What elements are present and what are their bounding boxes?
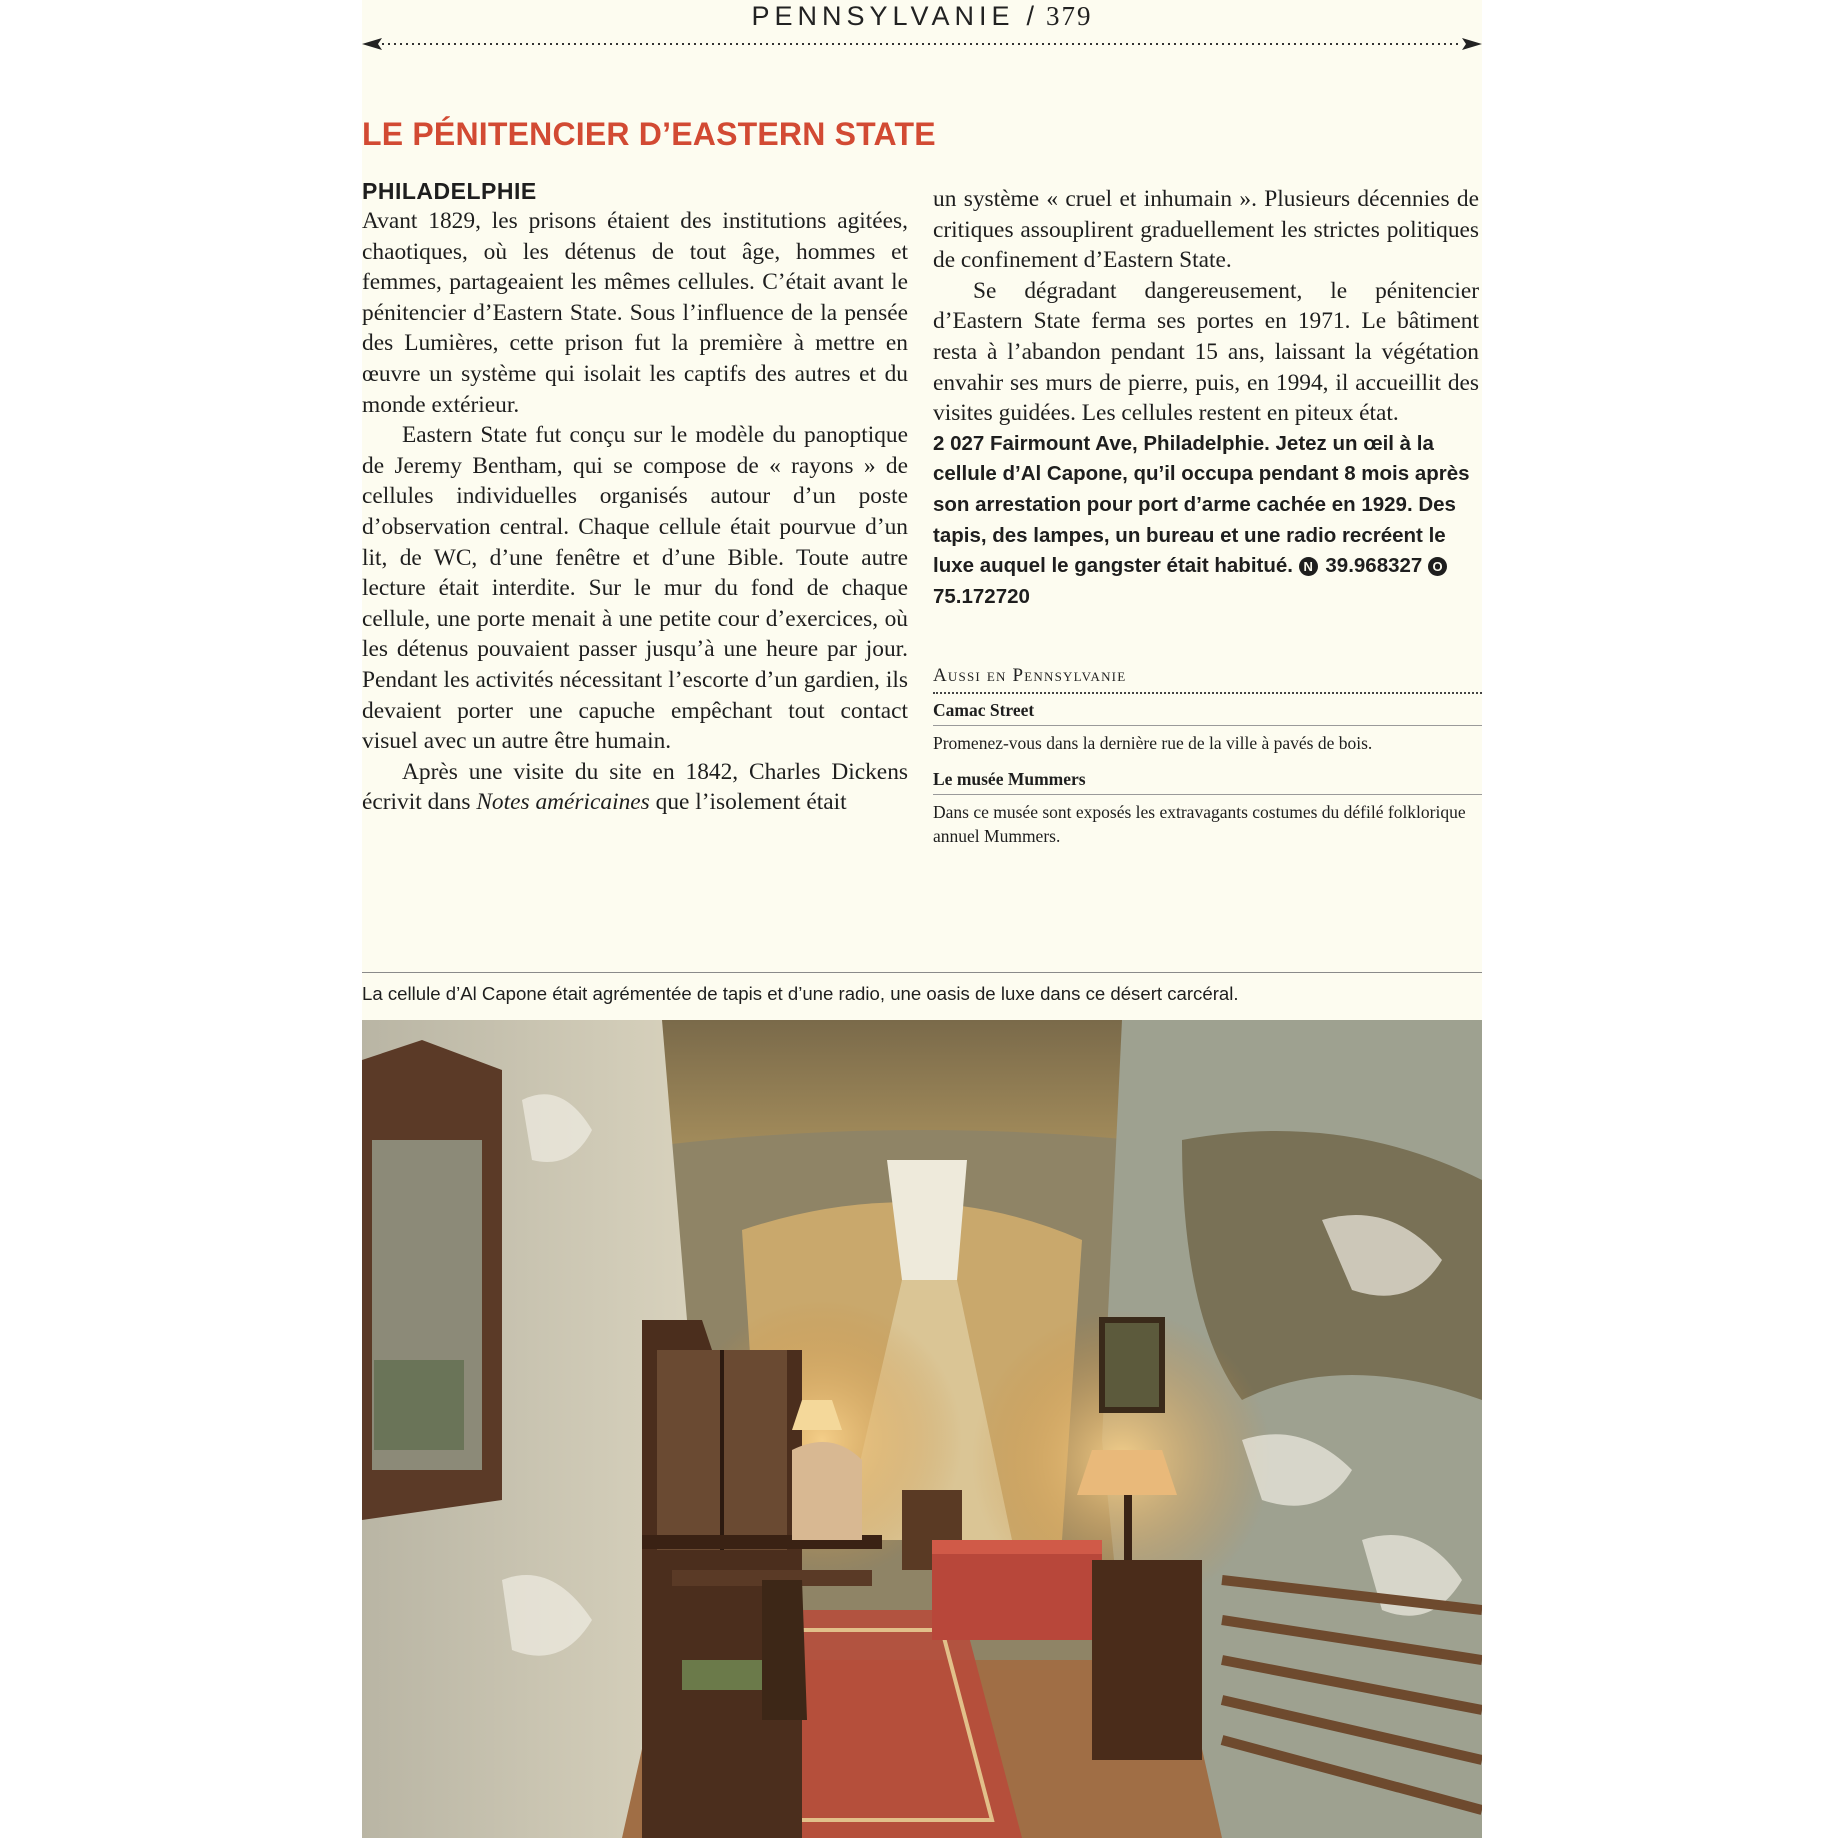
aussi-item-title: Le musée Mummers — [933, 763, 1482, 795]
caption-rule — [362, 972, 1482, 973]
running-head-separator: / — [1026, 1, 1035, 31]
text-column-right — [933, 184, 1479, 612]
paragraph-text: Après une visite du site en 1842, Charles Dickens écrivit dans — [362, 758, 908, 816]
paragraph-text: que l’isolement était — [649, 789, 847, 816]
west-icon: O — [1428, 557, 1447, 576]
running-head — [362, 0, 1482, 32]
running-head-section: PENNSYLVANIE — [751, 1, 1015, 31]
aussi-box — [933, 664, 1482, 856]
page-number: 379 — [1046, 1, 1093, 31]
text-column-left — [362, 176, 908, 818]
aussi-item-desc: Dans ce musée sont exposés les extravagants costumes du défilé folklorique annuel Mummers. — [933, 802, 1466, 846]
book-page — [362, 0, 1482, 1838]
paragraph: Avant 1829, les prisons étaient des institutions agitées, chaotiques, où les détenus de tout âge, hommes et femmes, partageaient les mêmes cellules. C’était avant le pénitencier d’Eastern State. Sous l’influence de la pensée des Lumières, cette prison fut la première à mettre en œuvre un système qui isolait les captifs des autres et du monde extérieur. — [362, 208, 908, 418]
address-info — [933, 429, 1479, 613]
photo-caption: La cellule d’Al Capone était agrémentée de tapis et d’une radio, une oasis de luxe dans ce désert carcéral. — [362, 983, 1239, 1004]
aussi-item-title: Camac Street — [933, 694, 1482, 726]
paragraph: Se dégradant dangereusement, le pénitencier d’Eastern State ferma ses portes en 1971. Le bâtiment resta à l’abandon pendant 15 ans, laissant la végétation envahir ses murs de pierre, puis, en 1994, il accueillit des visites guidées. Les cellules restent en piteux état. — [933, 277, 1479, 427]
cell-illustration — [362, 1020, 1482, 1838]
cell-photo — [362, 1020, 1482, 1838]
aussi-heading: Aussi en Pennsylvanie — [933, 664, 1482, 694]
paragraph: un système « cruel et inhumain ». Plusieurs décennies de critiques assouplirent graduellement les strictes politiques de confinement d’Eastern State. — [933, 186, 1479, 274]
paragraph: Eastern State fut conçu sur le modèle du panoptique de Jeremy Bentham, qui se compose de « rayons » de cellules individuelles organisés autour d’un poste d’observation central. Chaque cellule était pourvue d’un lit, de WC, d’une fenêtre et d’une Bible. Toute autre lecture était interdite. Sur le mur du fond de chaque cellule, une porte menait à une petite cour d’exercices, où les détenus pouvaient passer jusqu’à une heure par jour. Pendant les activités nécessitant l’escorte d’un gardien, ils devaient porter une capuche empêchant tout contact visuel avec un autre être humain. — [362, 422, 908, 755]
dotted-arrow-rule — [362, 36, 1482, 52]
article-title: LE PÉNITENCIER D’EASTERN STATE — [362, 116, 936, 152]
north-icon: N — [1299, 557, 1318, 576]
paragraph — [362, 757, 908, 818]
address-text: 2 027 Fairmount Ave, Philadelphie. Jetez un œil à la cellule d’Al Capone, qu’il occupa pendant 8 mois après son arrestation pour port d’arme cachée en 1929. Des tapis, des lampes, un bureau et une radio recréent le luxe auquel le gangster était habitué. — [933, 431, 1470, 578]
latitude: 39.968327 — [1325, 554, 1423, 578]
longitude: 75.172720 — [933, 584, 1030, 608]
book-title: Notes américaines — [476, 789, 650, 816]
location-heading: PHILADELPHIE — [362, 178, 537, 204]
aussi-item-desc: Promenez-vous dans la dernière rue de la ville à pavés de bois. — [933, 733, 1373, 753]
